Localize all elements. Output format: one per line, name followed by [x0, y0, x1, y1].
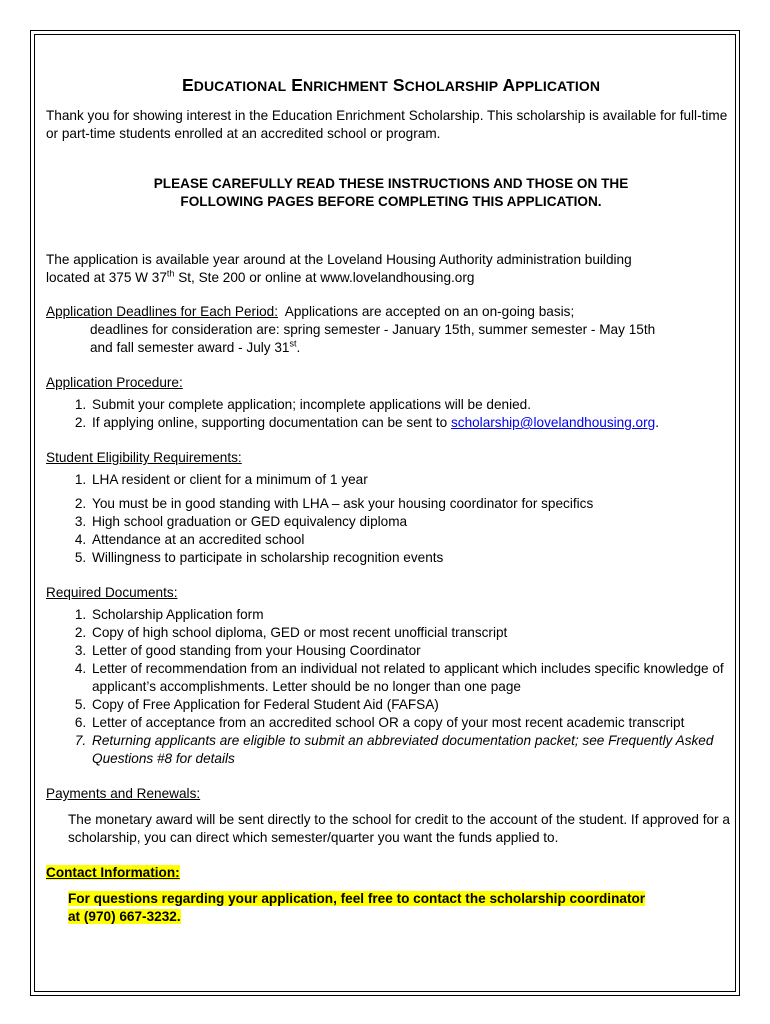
instructions-line-2: FOLLOWING PAGES BEFORE COMPLETING THIS APPLICATION. [180, 194, 602, 209]
payments-section [46, 785, 736, 847]
list-item: 3. High school graduation or GED equivalency diploma [90, 513, 736, 531]
list-item: 2. You must be in good standing with LHA – ask your housing coordinator for specifics [90, 495, 736, 513]
intro-paragraph: Thank you for showing interest in the Education Enrichment Scholarship. This scholarship is available for full-time or part-time students enrolled at an accredited school or program. [46, 108, 728, 141]
documents-section [46, 584, 736, 768]
contact-text: For questions regarding your application, feel free to contact the scholarship coordinator at (970) 667-3232. [68, 891, 646, 924]
list-item: 7. Returning applicants are eligible to submit an abbreviated documentation packet; see Frequently Asked Questions #8 for details [90, 732, 736, 768]
instructions-notice [46, 175, 736, 211]
availability-paragraph: The application is available year around at the Loveland Housing Authority administration building located at 375 W 37th St, Ste 200 or online at www.lovelandhousing.org [46, 252, 632, 285]
list-item: 5. Copy of Free Application for Federal Student Aid (FAFSA) [90, 696, 736, 714]
procedure-section [46, 374, 736, 432]
instructions-line-1: PLEASE CAREFULLY READ THESE INSTRUCTIONS AND THOSE ON THE [153, 176, 629, 191]
list-item: 4. Letter of recommendation from an individual not related to applicant which includes specific knowledge of applicant’s accomplishments. Letter should be no longer than one page [90, 660, 736, 696]
list-item: 1. LHA resident or client for a minimum of 1 year [90, 471, 736, 489]
payments-heading: Payments and Renewals: [46, 786, 201, 801]
scholarship-email-link[interactable]: scholarship@lovelandhousing.org [450, 415, 656, 430]
list-item: 3. Letter of good standing from your Housing Coordinator [90, 642, 736, 660]
documents-list [46, 606, 736, 768]
document-title: EDUCATIONAL ENRICHMENT SCHOLARSHIP APPLICATION [181, 75, 601, 95]
list-item: 2. Copy of high school diploma, GED or most recent unofficial transcript [90, 624, 736, 642]
contact-section [46, 864, 736, 926]
eligibility-heading: Student Eligibility Requirements: [46, 450, 242, 465]
list-item: 6. Letter of acceptance from an accredited school OR a copy of your most recent academic transcript [90, 714, 736, 732]
contact-heading: Contact Information: [46, 865, 180, 880]
deadlines-heading: Application Deadlines for Each Period: [46, 304, 278, 319]
procedure-list [46, 396, 736, 432]
document-body [46, 76, 736, 926]
payments-text: The monetary award will be sent directly to the school for credit to the account of the student. If approved for a scholarship, you can direct which semester/quarter you want the funds applied to. [68, 812, 730, 845]
procedure-heading: Application Procedure: [46, 375, 183, 390]
list-item: 1. Scholarship Application form [90, 606, 736, 624]
list-item: 2. If applying online, supporting documentation can be sent to scholarship@lovelandhousing.org. [90, 414, 736, 432]
list-item: 5. Willingness to participate in scholarship recognition events [90, 549, 736, 567]
list-item: 4. Attendance at an accredited school [90, 531, 736, 549]
deadlines-section: Application Deadlines for Each Period: Applications are accepted on an on-going basis; deadlines for consideration are: spring semester - January 15th, summer semester - May 15th and fall semester award - July 31st. [46, 304, 656, 355]
eligibility-list [46, 471, 736, 567]
list-item: 1. Submit your complete application; incomplete applications will be denied. [90, 396, 736, 414]
documents-heading: Required Documents: [46, 585, 178, 600]
eligibility-section [46, 449, 736, 567]
